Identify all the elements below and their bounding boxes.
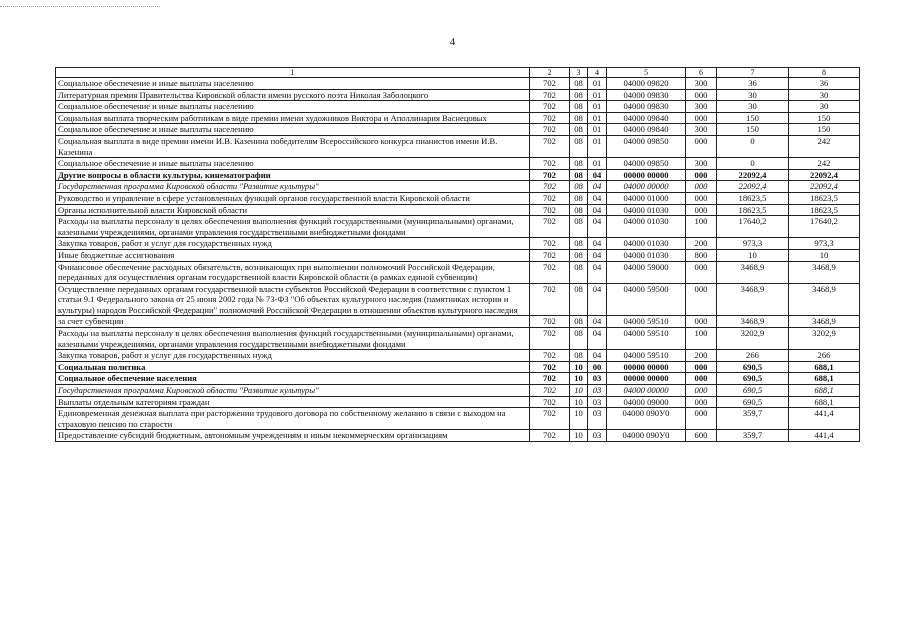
row-code-expense-type: 000: [686, 396, 717, 408]
row-amount-1: 359,7: [717, 430, 789, 442]
table-row: [56, 361, 860, 373]
row-amount-1: 3468,9: [717, 316, 789, 328]
row-code-expense-type: 000: [686, 89, 717, 101]
table-row: [56, 101, 860, 113]
row-amount-2: 22092,4: [789, 169, 860, 181]
row-code-target: 04000 00000: [607, 385, 686, 397]
row-name: Государственная программа Кировской области "Развитие культуры": [56, 181, 530, 193]
row-code-section: 10: [570, 361, 588, 373]
row-code-target: 04000 090У0: [607, 408, 686, 430]
row-code-target: 04000 01030: [607, 204, 686, 216]
row-code-subsection: 04: [588, 249, 607, 261]
row-code-subsection: 04: [588, 216, 607, 238]
table-row: [56, 112, 860, 124]
row-name: Социальное обеспечение и иные выплаты населению: [56, 78, 530, 90]
row-code-target: 04000 59510: [607, 316, 686, 328]
row-code-ministry: 702: [530, 361, 570, 373]
row-code-target: 04000 59510: [607, 350, 686, 362]
row-code-section: 08: [570, 181, 588, 193]
row-code-subsection: 04: [588, 283, 607, 316]
row-code-target: 04000 59510: [607, 328, 686, 350]
row-amount-1: 10: [717, 249, 789, 261]
row-code-target: 04000 01000: [607, 192, 686, 204]
row-code-ministry: 702: [530, 373, 570, 385]
row-amount-1: 150: [717, 112, 789, 124]
row-name: Закупка товаров, работ и услуг для государственных нужд: [56, 238, 530, 250]
row-name: Выплаты отдельным категориям граждан: [56, 396, 530, 408]
row-name: Другие вопросы в области культуры, кинематографии: [56, 169, 530, 181]
row-name: Руководство и управление в сфере установленных функций органов государственной власти Кировской области: [56, 192, 530, 204]
row-amount-1: 359,7: [717, 408, 789, 430]
row-code-section: 08: [570, 204, 588, 216]
row-code-expense-type: 300: [686, 124, 717, 136]
row-amount-2: 3468,9: [789, 261, 860, 283]
row-code-expense-type: 300: [686, 158, 717, 170]
row-amount-2: 30: [789, 101, 860, 113]
row-name: Единовременная денежная выплата при расторжении трудового договора по собственному желанию в связи с выходом на страховую пенсию по старости: [56, 408, 530, 430]
row-code-expense-type: 000: [686, 135, 717, 157]
table-row: [56, 158, 860, 170]
row-code-subsection: 04: [588, 181, 607, 193]
row-code-section: 08: [570, 283, 588, 316]
row-amount-2: 150: [789, 112, 860, 124]
row-code-expense-type: 000: [686, 169, 717, 181]
row-code-section: 08: [570, 238, 588, 250]
row-code-ministry: 702: [530, 249, 570, 261]
row-amount-1: 690,5: [717, 361, 789, 373]
table-row: [56, 204, 860, 216]
row-name: Предоставление субсидий бюджетным, автономным учреждениям и иным некоммерческим организациям: [56, 430, 530, 442]
row-name: Финансовое обеспечение расходных обязательств, возникающих при выполнении полномочий Российской Федерации, переданных для осуществления органам государственной власти Кировской области (в рамках единой субвенции): [56, 261, 530, 283]
row-code-expense-type: 200: [686, 350, 717, 362]
table-row: [56, 124, 860, 136]
row-code-ministry: 702: [530, 192, 570, 204]
row-code-expense-type: 000: [686, 192, 717, 204]
row-code-ministry: 702: [530, 216, 570, 238]
row-name: Социальная выплата в виде премии имени И.В. Казенина победителям Всероссийского конкурса пианистов имени И.В. Казенина: [56, 135, 530, 157]
budget-table: [55, 67, 860, 442]
row-amount-2: 973,3: [789, 238, 860, 250]
row-amount-2: 3202,9: [789, 328, 860, 350]
row-code-section: 08: [570, 89, 588, 101]
row-code-target: 04000 09000: [607, 396, 686, 408]
row-code-subsection: 04: [588, 261, 607, 283]
row-code-expense-type: 600: [686, 430, 717, 442]
row-code-expense-type: 100: [686, 216, 717, 238]
row-amount-1: 690,5: [717, 373, 789, 385]
table-row: [56, 283, 860, 316]
row-code-subsection: 01: [588, 124, 607, 136]
row-code-subsection: 03: [588, 408, 607, 430]
row-code-section: 08: [570, 328, 588, 350]
row-amount-1: 18623,5: [717, 204, 789, 216]
row-code-subsection: 04: [588, 169, 607, 181]
row-code-target: 04000 01030: [607, 238, 686, 250]
row-amount-2: 22092,4: [789, 181, 860, 193]
row-code-ministry: 702: [530, 385, 570, 397]
row-code-subsection: 04: [588, 316, 607, 328]
row-code-section: 08: [570, 249, 588, 261]
row-code-expense-type: 000: [686, 283, 717, 316]
row-name: Расходы на выплаты персоналу в целях обеспечения выполнения функций государственными (муниципальными) органами, казенными учреждениями, органами управления государственными внебюджетными фондами: [56, 328, 530, 350]
row-code-subsection: 04: [588, 192, 607, 204]
row-code-ministry: 702: [530, 283, 570, 316]
table-row: [56, 89, 860, 101]
table-row: [56, 261, 860, 283]
row-amount-1: 3468,9: [717, 261, 789, 283]
row-name: Социальное обеспечение населения: [56, 373, 530, 385]
row-code-target: 04000 09830: [607, 89, 686, 101]
row-code-subsection: 01: [588, 112, 607, 124]
row-code-expense-type: 000: [686, 408, 717, 430]
row-code-target: 04000 090У0: [607, 430, 686, 442]
row-code-section: 08: [570, 316, 588, 328]
row-amount-2: 688,1: [789, 385, 860, 397]
header-col-3: 3: [570, 68, 588, 78]
row-code-subsection: 03: [588, 385, 607, 397]
row-code-target: 04000 09820: [607, 78, 686, 90]
row-code-expense-type: 200: [686, 238, 717, 250]
row-code-target: 04000 09830: [607, 101, 686, 113]
row-name: Литературная премия Правительства Кировской области имени русского поэта Николая Заболоцкого: [56, 89, 530, 101]
row-amount-1: 30: [717, 89, 789, 101]
row-code-target: 04000 01030: [607, 249, 686, 261]
row-amount-2: 688,1: [789, 396, 860, 408]
row-code-ministry: 702: [530, 396, 570, 408]
header-col-1: 1: [56, 68, 530, 78]
row-code-expense-type: 000: [686, 204, 717, 216]
table-row: [56, 169, 860, 181]
row-code-ministry: 702: [530, 101, 570, 113]
table-row: [56, 238, 860, 250]
row-amount-2: 150: [789, 124, 860, 136]
row-name: Социальное обеспечение и иные выплаты населению: [56, 158, 530, 170]
row-code-ministry: 702: [530, 169, 570, 181]
row-amount-2: 18623,5: [789, 192, 860, 204]
row-code-subsection: 00: [588, 361, 607, 373]
row-amount-2: 688,1: [789, 361, 860, 373]
row-code-target: 04000 59000: [607, 261, 686, 283]
table-row: [56, 192, 860, 204]
row-code-ministry: 702: [530, 430, 570, 442]
table-row: [56, 430, 860, 442]
row-code-expense-type: 000: [686, 373, 717, 385]
row-code-expense-type: 000: [686, 361, 717, 373]
row-name: Социальное обеспечение и иные выплаты населению: [56, 101, 530, 113]
row-amount-1: 0: [717, 135, 789, 157]
row-code-subsection: 01: [588, 158, 607, 170]
row-code-ministry: 702: [530, 78, 570, 90]
row-code-section: 10: [570, 408, 588, 430]
row-code-target: 04000 09850: [607, 135, 686, 157]
row-name: Органы исполнительной власти Кировской области: [56, 204, 530, 216]
row-name: за счет субвенции: [56, 316, 530, 328]
row-amount-1: 150: [717, 124, 789, 136]
row-code-section: 08: [570, 101, 588, 113]
header-col-6: 6: [686, 68, 717, 78]
row-code-subsection: 01: [588, 101, 607, 113]
header-col-5: 5: [607, 68, 686, 78]
table-header-row: [56, 68, 860, 78]
row-amount-2: 441,4: [789, 408, 860, 430]
row-code-ministry: 702: [530, 124, 570, 136]
row-code-section: 08: [570, 169, 588, 181]
row-amount-1: 30: [717, 101, 789, 113]
row-code-ministry: 702: [530, 158, 570, 170]
row-code-expense-type: 000: [686, 316, 717, 328]
table-row: [56, 328, 860, 350]
row-code-subsection: 03: [588, 373, 607, 385]
row-name: Социальное обеспечение и иные выплаты населению: [56, 124, 530, 136]
row-amount-1: 18623,5: [717, 192, 789, 204]
row-code-ministry: 702: [530, 135, 570, 157]
row-name: Социальная политика: [56, 361, 530, 373]
row-name: Государственная программа Кировской области "Развитие культуры": [56, 385, 530, 397]
row-name: Иные бюджетные ассигнования: [56, 249, 530, 261]
row-code-section: 08: [570, 216, 588, 238]
row-code-expense-type: 800: [686, 249, 717, 261]
row-amount-1: 17640,2: [717, 216, 789, 238]
row-amount-2: 18623,5: [789, 204, 860, 216]
row-code-section: 08: [570, 135, 588, 157]
row-code-target: 04000 09850: [607, 158, 686, 170]
row-amount-2: 3468,9: [789, 283, 860, 316]
header-col-4: 4: [588, 68, 607, 78]
scan-header-mark: [0, 6, 160, 9]
row-code-expense-type: 000: [686, 112, 717, 124]
row-code-ministry: 702: [530, 261, 570, 283]
header-col-2: 2: [530, 68, 570, 78]
table-row: [56, 181, 860, 193]
row-code-subsection: 01: [588, 78, 607, 90]
table-row: [56, 249, 860, 261]
row-code-ministry: 702: [530, 238, 570, 250]
row-amount-2: 10: [789, 249, 860, 261]
row-code-section: 08: [570, 350, 588, 362]
row-code-ministry: 702: [530, 316, 570, 328]
row-code-expense-type: 300: [686, 78, 717, 90]
header-col-8: 8: [789, 68, 860, 78]
row-code-subsection: 01: [588, 89, 607, 101]
row-amount-2: 688,1: [789, 373, 860, 385]
table-row: [56, 216, 860, 238]
row-code-target: 04000 09840: [607, 124, 686, 136]
row-code-subsection: 03: [588, 396, 607, 408]
row-code-target: 04000 01030: [607, 216, 686, 238]
row-code-section: 10: [570, 430, 588, 442]
row-code-ministry: 702: [530, 328, 570, 350]
row-amount-1: 36: [717, 78, 789, 90]
row-amount-1: 690,5: [717, 396, 789, 408]
row-code-ministry: 702: [530, 181, 570, 193]
row-code-expense-type: 000: [686, 385, 717, 397]
row-code-target: 00000 00000: [607, 373, 686, 385]
row-code-section: 08: [570, 192, 588, 204]
row-code-target: 04000 09840: [607, 112, 686, 124]
row-code-section: 08: [570, 124, 588, 136]
row-amount-1: 0: [717, 158, 789, 170]
row-code-subsection: 03: [588, 430, 607, 442]
row-amount-1: 266: [717, 350, 789, 362]
row-code-section: 08: [570, 158, 588, 170]
row-code-section: 08: [570, 78, 588, 90]
header-col-7: 7: [717, 68, 789, 78]
row-code-target: 00000 00000: [607, 169, 686, 181]
row-code-ministry: 702: [530, 408, 570, 430]
row-code-ministry: 702: [530, 204, 570, 216]
row-code-target: 00000 00000: [607, 361, 686, 373]
row-amount-1: 3202,9: [717, 328, 789, 350]
table-row: [56, 385, 860, 397]
table-row: [56, 408, 860, 430]
table-row: [56, 350, 860, 362]
row-amount-2: 242: [789, 135, 860, 157]
row-amount-1: 690,5: [717, 385, 789, 397]
row-code-section: 10: [570, 396, 588, 408]
table-row: [56, 316, 860, 328]
table-row: [56, 396, 860, 408]
row-amount-1: 3468,9: [717, 283, 789, 316]
row-amount-2: 266: [789, 350, 860, 362]
row-amount-2: 17640,2: [789, 216, 860, 238]
row-name: Социальная выплата творческим работникам в виде премии имени художников Виктора и Аполлинария Васнецовых: [56, 112, 530, 124]
row-code-target: 04000 00000: [607, 181, 686, 193]
row-code-ministry: 702: [530, 89, 570, 101]
row-code-subsection: 01: [588, 135, 607, 157]
row-amount-1: 22092,4: [717, 169, 789, 181]
row-code-expense-type: 300: [686, 101, 717, 113]
row-code-section: 08: [570, 261, 588, 283]
table-row: [56, 373, 860, 385]
row-amount-2: 441,4: [789, 430, 860, 442]
row-code-expense-type: 000: [686, 181, 717, 193]
row-code-expense-type: 000: [686, 261, 717, 283]
row-code-target: 04000 59500: [607, 283, 686, 316]
row-name: Закупка товаров, работ и услуг для государственных нужд: [56, 350, 530, 362]
row-code-section: 08: [570, 112, 588, 124]
row-code-expense-type: 100: [686, 328, 717, 350]
row-code-subsection: 04: [588, 204, 607, 216]
row-code-subsection: 04: [588, 238, 607, 250]
row-amount-1: 973,3: [717, 238, 789, 250]
row-code-ministry: 702: [530, 350, 570, 362]
page-number: 4: [449, 36, 456, 48]
row-code-subsection: 04: [588, 350, 607, 362]
row-name: Осуществление переданных органам государственной власти субъектов Российской Федерации в соответствии с пунктом 1 статьи 9.1 Федерального закона от 25 июня 2002 года № 73-ФЗ "Об объектах культурного наследия (памятниках истории и культуры) народов Российской Федерации" полномочий Российской Федерации в отношении объектов культурного наследия: [56, 283, 530, 316]
row-code-subsection: 04: [588, 328, 607, 350]
row-name: Расходы на выплаты персоналу в целях обеспечения выполнения функций государственными (муниципальными) органами, казенными учреждениями, органами управления государственными внебюджетными фондами: [56, 216, 530, 238]
row-amount-1: 22092,4: [717, 181, 789, 193]
table-row: [56, 78, 860, 90]
row-amount-2: 242: [789, 158, 860, 170]
row-code-ministry: 702: [530, 112, 570, 124]
row-code-section: 10: [570, 373, 588, 385]
row-amount-2: 36: [789, 78, 860, 90]
row-amount-2: 30: [789, 89, 860, 101]
row-code-section: 10: [570, 385, 588, 397]
row-amount-2: 3468,9: [789, 316, 860, 328]
table-row: [56, 135, 860, 157]
